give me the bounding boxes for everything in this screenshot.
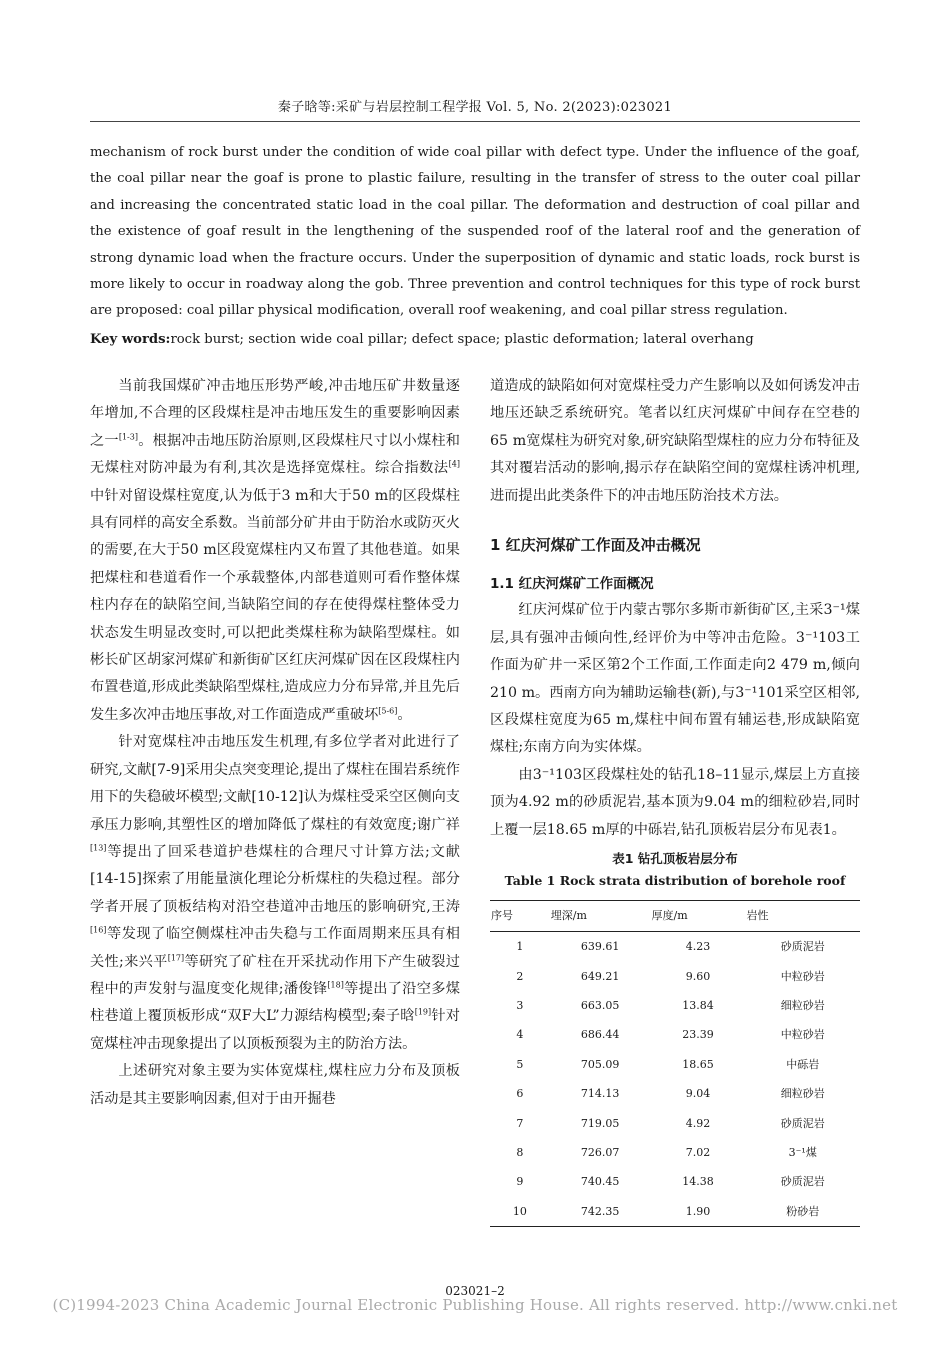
table-header: 埋深/m [550, 901, 651, 932]
table-row: 6 714.13 9.04 细粒砂岩 [516, 1087, 825, 1101]
table-row: 9 740.45 14.38 砂质泥岩 [516, 1175, 825, 1189]
table-row: 7 719.05 4.92 砂质泥岩 [516, 1116, 825, 1130]
keywords-text: rock burst; section wide coal pillar; defect space; plastic deformation; lateral overhang [170, 332, 754, 347]
citation[interactable]: [5-6] [378, 706, 398, 716]
section-paragraph-2: 由3⁻¹103区段煤柱处的钻孔18–11显示,煤层上方直接顶为4.92 m的砂质泥岩,基本顶为9.04 m的细粒砂岩,同时上覆一层18.65 m厚的中砾岩,钻孔顶板岩层分布见表1。 [490, 766, 860, 838]
citation[interactable]: [18] [327, 980, 344, 990]
table-header: 序号 [490, 901, 550, 932]
citation[interactable]: [16] [90, 925, 107, 935]
table-row: 5 705.09 18.65 中砾岩 [516, 1057, 820, 1071]
left-column [90, 373, 460, 1113]
keywords-label: Key words: [90, 332, 171, 347]
citation[interactable]: [19] [414, 1007, 432, 1017]
page-number: 023021–2 [445, 1284, 505, 1298]
intro-paragraph-1: 当前我国煤矿冲击地压形势严峻,冲击地压矿井数量逐年增加,不合理的区段煤柱是冲击地压发生的重要影响因素之一[1-3]。根据冲击地压防治原则,区段煤柱尺寸以小煤柱和无煤柱对防冲最为有利,其次是选择宽煤柱。综合指数法[4]中针对留设煤柱宽度,认为低于3 m和大于50 m的区段煤柱具有同样的高安全系数。当前部分矿井由于防治水或防灭火的需要,在大于50 m区段宽煤柱内又布置了其他巷道。如果把煤柱和巷道看作一个承载整体,内部巷道则可看作整体煤柱内存在的缺陷空间,当缺陷空间的存在使得煤柱整体受力状态发生明显改变时,可以把此类煤柱称为缺陷型煤柱。如彬长矿区胡家河煤矿和新街矿区红庆河煤矿因在区段煤柱内布置巷道,形成此类缺陷型煤柱,造成应力分布异常,并且先后发生多次冲击地压事故,对工作面造成严重破坏[5-6]。 [90, 378, 460, 723]
table-row: 2 649.21 9.60 中粒砂岩 [516, 969, 825, 983]
citation[interactable]: [13] [90, 843, 107, 853]
table-row: 4 686.44 23.39 中粒砂岩 [516, 1028, 825, 1042]
citation[interactable]: [17] [167, 952, 185, 962]
table-caption-cn: 表1 钻孔顶板岩层分布 [612, 851, 738, 867]
table-row: 1 639.61 4.23 砂质泥岩 [516, 940, 825, 954]
intro-paragraph-continued: 道造成的缺陷如何对宽煤柱受力产生影响以及如何诱发冲击地压还缺乏系统研究。笔者以红庆河煤矿中间存在空巷的65 m宽煤柱为研究对象,研究缺陷型煤柱的应力分布特征及其对覆岩活动的影响,揭示存在缺陷空间的宽煤柱诱冲机理,进而提出此类条件下的冲击地压防治技术方法。 [490, 378, 860, 504]
table-row: 8 726.07 7.02 3⁻¹煤 [516, 1145, 817, 1159]
citation[interactable]: [4] [448, 459, 460, 469]
section-heading-1: 1 红庆河煤矿工作面及冲击概况 [490, 536, 701, 555]
citation[interactable]: [1-3] [118, 432, 138, 442]
table-header: 厚度/m [651, 901, 746, 932]
table-row: 10 742.35 1.90 粉砂岩 [490, 1197, 860, 1227]
intro-paragraph-2: 针对宽煤柱冲击地压发生机理,有多位学者对此进行了研究,文献[7-9]采用尖点突变理论,提出了煤柱在围岩系统作用下的失稳破坏模型;文献[10-12]认为煤柱受采空区侧向支承压力影响,其塑性区的增加降低了煤柱的有效宽度;谢广祥[13]等提出了回采巷道护巷煤柱的合理尺寸计算方法;文献[14-15]探索了用能量演化理论分析煤柱的失稳过程。部分学者开展了顶板结构对沿空巷道冲击地压的影响研究,王涛[16]等发现了临空侧煤柱冲击失稳与工作面周期来压具有相关性;来兴平[17]等研究了矿柱在开采扰动作用下产生破裂过程中的声发射与温度变化规律;潘俊锋[18]等提出了沿空多煤柱巷道上覆顶板形成“双F大L”力源结构模型;秦子晗[19]针对宽煤柱冲击现象提出了以顶板预裂为主的防治方法。 [90, 734, 460, 1052]
rock-strata-table [490, 900, 860, 1227]
table-header-row [490, 901, 860, 932]
running-header: 秦子晗等:采矿与岩层控制工程学报 Vol. 5, No. 2(2023):023021 [277, 100, 673, 115]
header-rule [90, 121, 860, 122]
keywords [90, 327, 860, 353]
section-paragraph-1: 红庆河煤矿位于内蒙古鄂尔多斯市新街矿区,主采3⁻¹煤层,具有强冲击倾向性,经评价为中等冲击危险。3⁻¹103工作面为矿井一采区第2个工作面,工作面走向2 479 m,倾向210 m。西南方向为辅助运输巷(新),与3⁻¹101采空区相邻,区段煤柱宽度为65 m,煤柱中间布置有辅运巷,形成缺陷宽煤柱;东南方向为实体煤。 [490, 602, 860, 756]
table-header: 岩性 [745, 901, 860, 932]
intro-paragraph-3: 上述研究对象主要为实体宽煤柱,煤柱应力分布及顶板活动是其主要影响因素,但对于由开掘巷 [90, 1063, 460, 1107]
abstract-text: mechanism of rock burst under the condition of wide coal pillar with defect type. Under the influence of the goaf, the coal pillar near the goaf is prone to plastic failure, resulting in the transfer of stress to the outer coal pillar and increasing the concentrated static load in the coal pillar. The deformation and destruction of coal pillar and the existence of goaf result in the lengthening of the suspended roof of the lateral roof and the generation of strong dynamic load when the fracture occurs. Under the superposition of dynamic and static loads, rock burst is more likely to occur in roadway along the gob. Three prevention and control techniques for this type of rock burst are proposed: coal pillar physical modification, overall roof weakening, and coal pillar stress regulation. [90, 145, 860, 319]
copyright-footer: (C)1994-2023 China Academic Journal Electronic Publishing House. All rights reserved. http://www.cnki.net [52, 1296, 898, 1314]
table-row: 3 663.05 13.84 细粒砂岩 [516, 998, 825, 1012]
right-column [490, 373, 860, 1227]
table-caption-en: Table 1 Rock strata distribution of borehole roof [504, 873, 846, 889]
subsection-heading-1-1: 1.1 红庆河煤矿工作面概况 [490, 576, 654, 593]
